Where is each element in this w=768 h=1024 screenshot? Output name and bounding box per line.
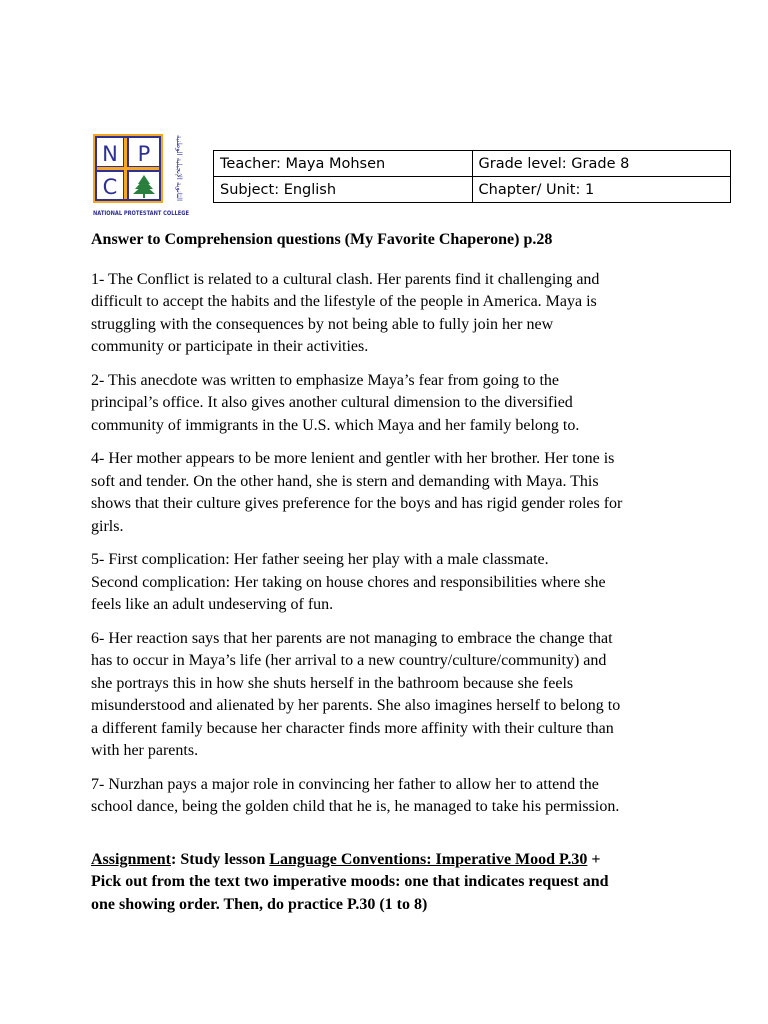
answer-line: 7- Nurzhan pays a major role in convincing her father to allow her to attend the [91,775,599,793]
assignment-lesson: Language Conventions: Imperative Mood P.30 [269,850,588,868]
logo-caption: NATIONAL PROTESTANT COLLEGE [93,210,189,217]
answer-4 [91,448,691,538]
teacher-cell: Teacher: Maya Mohsen [214,151,473,177]
answer-line: 5- First complication: Her father seeing her play with a male classmate. [91,551,549,568]
answer-line: 2- This anecdote was written to emphasize Maya’s fear from going to the [91,371,560,389]
answer-6 [91,628,691,763]
logo-letter-n: N [102,142,118,166]
school-logo [91,131,191,219]
answer-line: principal’s office. It also gives another cultural dimension to the diversified [91,394,573,411]
table-row [214,151,731,177]
course-info-table [213,150,731,203]
logo-arabic-text: الثانوية الإنجيلية الوطنية [175,135,183,203]
answer-line: 6- Her reaction says that her parents are not managing to embrace the change that [91,629,613,647]
answer-line: 4- Her mother appears to be more lenient and gentler with her brother. Her tone is [91,450,615,467]
chapter-unit-cell: Chapter/ Unit: 1 [472,177,731,203]
assignment-block [91,849,691,917]
assignment-line-3: one showing order. Then, do practice P.30 (1 to 8) [91,895,428,913]
answer-line: difficult to accept the habits and the lifestyle of the people in America. Maya is [91,293,597,310]
assignment-text: : Study lesson [171,850,270,868]
answer-line: misunderstood and alienated by her parents. She also imagines herself to belong to [91,697,621,714]
logo-letter-p: P [137,142,151,166]
answer-line: Second complication: Her taking on house chores and responsibilities where she [91,573,606,591]
answer-line: a different family because her character finds more affinity with their culture than [91,719,614,737]
answer-line: shows that their culture gives preference for the boys and has rigid gender roles for [91,495,623,512]
answer-line: school dance, being the golden child that he is, he managed to take his permission. [91,798,620,815]
document-body [91,229,691,916]
answer-7 [91,774,691,819]
subject-cell: Subject: English [214,177,473,203]
assignment-line-2: Pick out from the text two imperative moods: one that indicates request and [91,873,609,890]
section-heading: Answer to Comprehension questions (My Favorite Chaperone) p.28 [91,231,553,248]
answer-line: community or participate in their activities. [91,338,369,355]
assignment-line-1 [91,851,600,868]
assignment-label: Assignment [91,850,172,868]
answer-line: girls. [91,517,124,535]
answer-line: feels like an adult undeserving of fun. [91,596,334,613]
table-row [214,177,731,203]
answer-line: community of immigrants in the U.S. which Maya and her family belong to. [91,416,580,434]
grade-level-cell: Grade level: Grade 8 [472,151,731,177]
answer-line: struggling with the consequences by not being able to fully join her new [91,315,554,333]
answer-line: she portrays this in how she shuts herself in the bathroom because she feels [91,674,574,692]
answer-line: with her parents. [91,742,199,759]
answer-line: soft and tender. On the other hand, she is stern and demanding with Maya. This [91,472,599,490]
answer-1 [91,269,691,359]
answer-line: has to occur in Maya’s life (her arrival to a new country/culture/community) and [91,652,607,669]
answer-2 [91,370,691,438]
assignment-plus: + [587,850,601,868]
answer-5 [91,549,691,617]
logo-letter-c: C [102,175,118,199]
answer-line: 1- The Conflict is related to a cultural clash. Her parents find it challenging and [91,270,600,288]
